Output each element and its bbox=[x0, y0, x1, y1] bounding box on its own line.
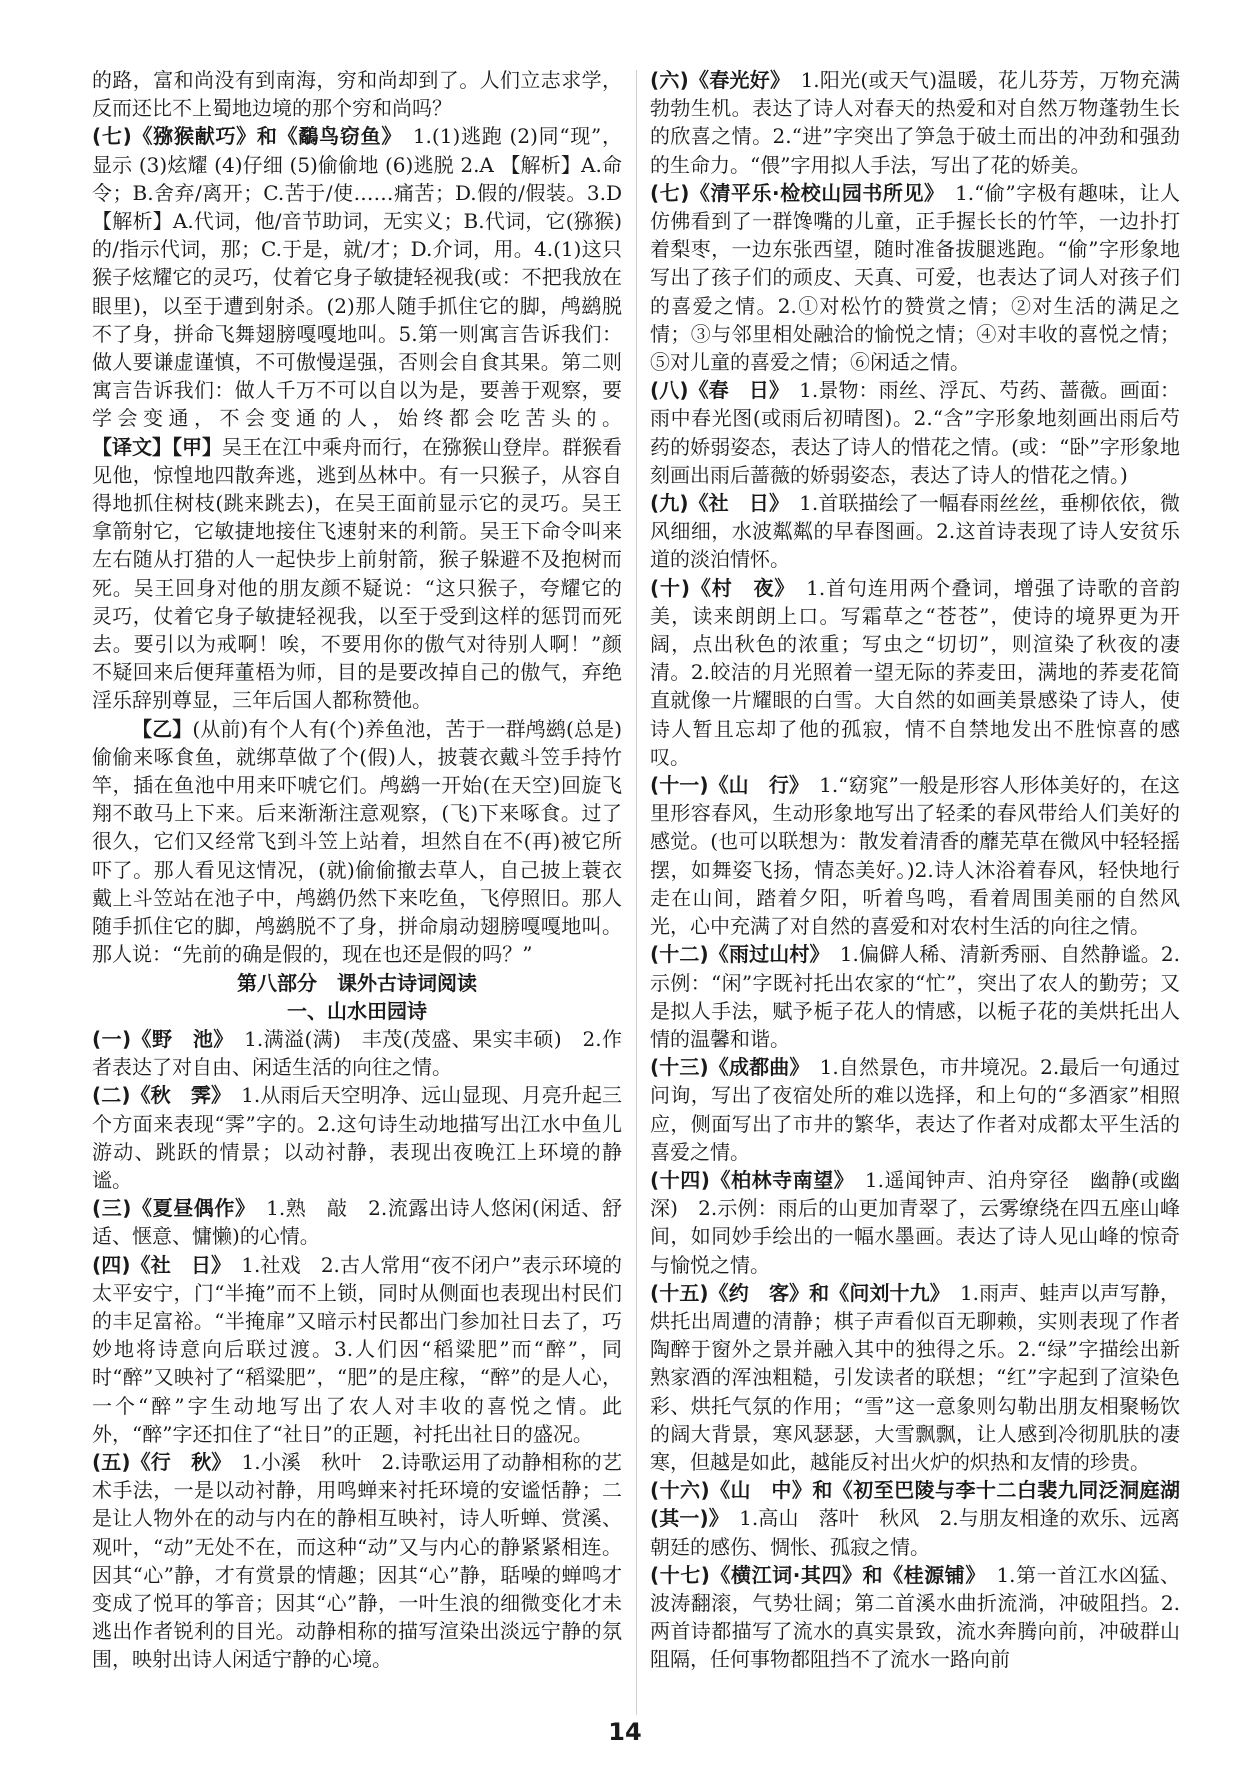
answer-item bbox=[650, 179, 1180, 376]
answer-item bbox=[92, 122, 622, 714]
item-title: (十五)《约 客》和《问刘十九》 bbox=[650, 1280, 940, 1305]
item-body: 1.雨声、蛙声以声写静，烘托出周遭的清静；棋子声看似百无聊赖，实则表现了作者陶醉于窗外之景并融入其中的独得之乐。2.“绿”字描绘出新熟家酒的浑浊粗糙，引发读者的联想；“红”字起到了渲染色彩、烘托气氛的作用；“雪”这一意象则勾勒出朋友相聚畅饮的阔大背景，寒风瑟瑟，大雪飘飘，让人感到冷彻肌肤的凄寒，但越是如此，越能反衬出火炉的炽热和友情的珍贵。 bbox=[650, 1280, 1181, 1474]
item-body: 1.(1)逃跑 (2)同“现”，显示 (3)炫耀 (4)仔细 (5)偷偷地 (6)逃脱 2.A 【解析】A.命令；B.舍弃/离开；C.苦于/使……痛苦；D.假的/假装。3.D 【解析】A.代词，他/音节助词，无实义；B.代词，它(猕猴)的/指示代词，那；C.于是，就/才；D.介词，用。4.(1)这只猴子炫耀它的灵巧，仗着它身子敏捷轻视我(或：不把我放在眼里)，以至于遭到射杀。(2)那人随手抓住它的脚，鸬鹚脱不了身，拼命飞舞翅膀嘎嘎地叫。5.第一则寓言告诉我们：做人要谦虚谨慎，不可傲慢逞强，否则会自食其果。第二则寓言告诉我们：做人千万不可以自以为是，要善于观察，要学会变通，不会变通的人，始终都会吃苦头的。 bbox=[92, 124, 623, 431]
translation-body: 吴王在江中乘舟而行，在猕猴山登岸。群猴看见他，惊惶地四散奔逃，逃到丛林中。有一只猴子，从容自得地抓住树枝(跳来跳去)，在吴王面前显示它的灵巧。吴王拿箭射它，它敏捷地接住飞速射来的利箭。吴王下命令叫来左右随从打猎的人一起快步上前射箭，猴子躲避不及抱树而死。吴王回身对他的朋友颜不疑说：“这只猴子，夸耀它的灵巧，仗着它身子敏捷轻视我，以至于受到这样的惩罚而死去。要引以为戒啊！唉，不要用你的傲气对待别人啊！”颜不疑回来后便拜董梧为师，目的是要改掉自己的傲气，弃绝淫乐辞别尊显，三年后国人都称赞他。 bbox=[92, 434, 622, 713]
section-heading: 一、山水田园诗 bbox=[287, 998, 427, 1023]
item-title: (十七)《横江词·其四》和《桂源铺》 bbox=[650, 1562, 976, 1587]
translation-label: 【乙】 bbox=[132, 716, 193, 741]
item-title: (二)《秋 霁》 bbox=[92, 1083, 222, 1108]
item-body: 1.景物：雨丝、浮瓦、芍药、蔷薇。画面：雨中春光图(或雨后初晴图)。2.“含”字形象地刻画出雨后芍药的娇弱姿态，表达了诗人的惜花之情。(或：“卧”字形象地刻画出雨后蔷薇的娇弱姿态，表达了诗人的惜花之情。) bbox=[650, 378, 1181, 487]
item-title: (十三)《成都曲》 bbox=[650, 1055, 800, 1080]
item-body: 1.首联描绘了一幅春雨丝丝，垂柳依依，微风细细，水波粼粼的早春图画。2.这首诗表现了诗人安贫乐道的淡泊情怀。 bbox=[650, 491, 1181, 572]
answer-item bbox=[92, 1081, 622, 1194]
answer-item bbox=[650, 940, 1180, 1053]
page-number: 14 bbox=[608, 1718, 642, 1746]
item-title: (三)《夏昼偶作》 bbox=[92, 1196, 246, 1221]
answer-item bbox=[650, 1476, 1180, 1561]
item-body: 1.阳光(或天气)温暖，花儿芬芳，万物充满勃勃生机。表达了诗人对春天的热爱和对自然万物蓬勃生长的欣喜之情。2.“进”字突出了笋急于破土而出的冲劲和强劲的生命力。“偎”字用拟人手法，写出了花的娇美。 bbox=[650, 68, 1181, 177]
item-body: 1.偏僻人稀、清新秀丽、自然静谧。2.示例：“闲”字既衬托出农家的“忙”，突出了农人的勤劳；又是拟人手法，赋予栀子花人的情感，以栀子花的美烘托出人情的温馨和谐。 bbox=[650, 942, 1181, 1051]
answer-item bbox=[650, 66, 1180, 179]
answer-item bbox=[650, 489, 1180, 574]
answer-item bbox=[650, 574, 1180, 771]
answer-item bbox=[650, 376, 1180, 489]
left-column bbox=[92, 66, 622, 1674]
column-divider bbox=[636, 70, 637, 1715]
translation-paragraph bbox=[92, 715, 622, 969]
item-title: (十二)《雨过山村》 bbox=[650, 942, 820, 967]
item-body: 1.从雨后天空明净、远山显现、月亮升起三个方面来表现“霁”字的。2.这句诗生动地描写出江水中鱼儿游动、跳跃的情景；以动衬静，表现出夜晚江上环境的静谧。 bbox=[92, 1083, 623, 1192]
answer-item bbox=[92, 1251, 622, 1448]
answer-item bbox=[92, 1448, 622, 1674]
item-title: (一)《野 池》 bbox=[92, 1026, 224, 1051]
right-column bbox=[650, 66, 1180, 1674]
item-body: 1.社戏 2.古人常用“夜不闭户”表示环境的太平安宁，门“半掩”而不上锁，同时从侧面也表现出村民们的丰足富裕。“半掩扉”又暗示村民都出门参加社日去了，巧妙地将诗意向后联过渡。3.人们因“稻粱肥”而“醉”，同时“醉”又映衬了“稻粱肥”，“肥”的是庄稼，“醉”的是人心，一个“醉”字生动地写出了农人对丰收的喜悦之情。此外，“醉”字还扣住了“社日”的正题，衬托出社日的盛况。 bbox=[92, 1252, 623, 1446]
paragraph: 的路，富和尚没有到南海，穷和尚却到了。人们立志求学，反而还比不上蜀地边境的那个穷和尚吗？ bbox=[92, 68, 622, 121]
translation-label: 【译文】【甲】 bbox=[92, 434, 222, 459]
item-body: 1.熟 敲 2.流露出诗人悠闲(闲适、舒适、惬意、慵懒)的心情。 bbox=[92, 1196, 623, 1249]
item-title: (九)《社 日》 bbox=[650, 491, 780, 516]
part-heading: 第八部分 课外古诗词阅读 bbox=[237, 970, 477, 995]
answer-item bbox=[650, 771, 1180, 940]
item-body: 1.第一首江水凶猛、波涛翻滚，气势壮阔；第二首溪水曲折流淌，冲破阻挡。2.两首诗都描写了流水的真实景致，流水奔腾向前，冲破群山阻隔，任何事物都阻挡不了流水一路向前 bbox=[650, 1562, 1180, 1672]
item-body: 1.首句连用两个叠词，增强了诗歌的音韵美，读来朗朗上口。写霜草之“苍苍”，使诗的境界更为开阔，点出秋色的浓重；写虫之“切切”，则渲染了秋夜的凄清。2.皎洁的月光照着一望无际的荞麦田，满地的荞麦花简直就像一片耀眼的白雪。大自然的如画美景感染了诗人，使诗人暂且忘却了他的孤寂，情不自禁地发出不胜惊喜的感叹。 bbox=[650, 575, 1181, 769]
item-title: (四)《社 日》 bbox=[92, 1252, 222, 1277]
item-title: (六)《春光好》 bbox=[650, 68, 781, 92]
answer-item bbox=[650, 1053, 1180, 1166]
item-title: (十一)《山 行》 bbox=[650, 773, 800, 798]
item-title: (十六)《山 中》和《初至巴陵与李十二白裴九同泛洞庭湖(其一)》 bbox=[650, 1478, 1180, 1531]
item-title: (十)《村 夜》 bbox=[650, 575, 786, 600]
item-body: 1.“窈窕”一般是形容人形体美好的，在这里形容春风，生动形象地写出了轻柔的春风带给人们美好的感觉。(也可以联想为：散发着清香的蘼芜草在微风中轻轻摇摆，如舞姿飞扬，情态美好。)2.诗人沐浴着春风，轻快地行走在山间，踏着夕阳，听着鸟鸣，看着周围美丽的自然风光，心中充满了对自然的喜爱和对农村生活的向往之情。 bbox=[650, 773, 1181, 939]
item-title: (十四)《柏林寺南望》 bbox=[650, 1167, 845, 1192]
answer-item bbox=[650, 1561, 1180, 1674]
answer-item bbox=[650, 1279, 1180, 1476]
answer-item bbox=[650, 1166, 1180, 1279]
translation-body: (从前)有个人有(个)养鱼池，苦于一群鸬鹚(总是)偷偷来啄食鱼，就绑草做了个(假)人，披蓑衣戴斗笠手持竹竿，插在鱼池中用来吓唬它们。鸬鹚一开始(在天空)回旋飞翔不敢马上下来。后来渐渐注意观察，(飞)下来啄食。过了很久，它们又经常飞到斗笠上站着，坦然自在不(再)被它所吓了。那人看见这情况，(就)偷偷撤去草人，自己披上蓑衣戴上斗笠站在池子中，鸬鹚仍然下来吃鱼，飞停照旧。那人随手抓住它的脚，鸬鹚脱不了身，拼命扇动翅膀嘎嘎地叫。那人说：“先前的确是假的，现在也还是假的吗？” bbox=[92, 716, 622, 967]
item-title: (五)《行 秋》 bbox=[92, 1449, 222, 1474]
item-body: 1.高山 落叶 秋风 2.与朋友相逢的欢乐、远离朝廷的感伤、惆怅、孤寂之情。 bbox=[650, 1506, 1181, 1559]
item-body: 1.满溢(满) 丰茂(茂盛、果实丰硕) 2.作者表达了对自由、闲适生活的向往之情。 bbox=[92, 1026, 623, 1080]
answer-item bbox=[92, 1194, 622, 1250]
item-title: (八)《春 日》 bbox=[650, 378, 780, 403]
item-body: 1.自然景色，市井境况。2.最后一句通过问询，写出了夜宿处所的难以选择，和上句的“多酒家”相照应，侧面写出了市井的繁华，表达了作者对成都太平生活的喜爱之情。 bbox=[650, 1055, 1181, 1164]
item-body: 1.小溪 秋叶 2.诗歌运用了动静相称的艺术手法，一是以动衬静，用鸣蝉来衬托环境的安谧恬静；二是让人物外在的动与内在的静相互映衬，诗人听蝉、赏溪、观叶，“动”无处不在，而这种“动”又与内心的静紧紧相连。因其“心”静，才有赏景的情趣；因其“心”静，聒噪的蝉鸣才变成了悦耳的筝音；因其“心”静，一叶生浪的细微变化才未逃出作者锐利的目光。动静相称的描写渲染出淡远宁静的氛围，映射出诗人闲适宁静的心境。 bbox=[92, 1449, 623, 1672]
item-body: 1.“偷”字极有趣味，让人仿佛看到了一群馋嘴的儿童，正手握长长的竹竿，一边扑打着梨枣，一边东张西望，随时准备拔腿逃跑。“偷”字形象地写出了孩子们的顽皮、天真、可爱，也表达了词人对孩子们的喜爱之情。2.①对松竹的赞赏之情；②对生活的满足之情；③与邻里相处融洽的愉悦之情；④对丰收的喜悦之情；⑤对儿童的喜爱之情；⑥闲适之情。 bbox=[650, 180, 1181, 375]
item-title: (七)《猕猴献巧》和《鷸鸟窃鱼》 bbox=[92, 124, 393, 149]
item-body: 1.遥闻钟声、泊舟穿径 幽静(或幽深) 2.示例：雨后的山更加青翠了，云雾缭绕在四五座山峰间，如同妙手绘出的一幅水墨画。表达了诗人见山峰的惊奇与愉悦之情。 bbox=[650, 1167, 1181, 1277]
answer-item bbox=[92, 1025, 622, 1081]
item-title: (七)《清平乐·检校山园书所见》 bbox=[650, 180, 935, 205]
